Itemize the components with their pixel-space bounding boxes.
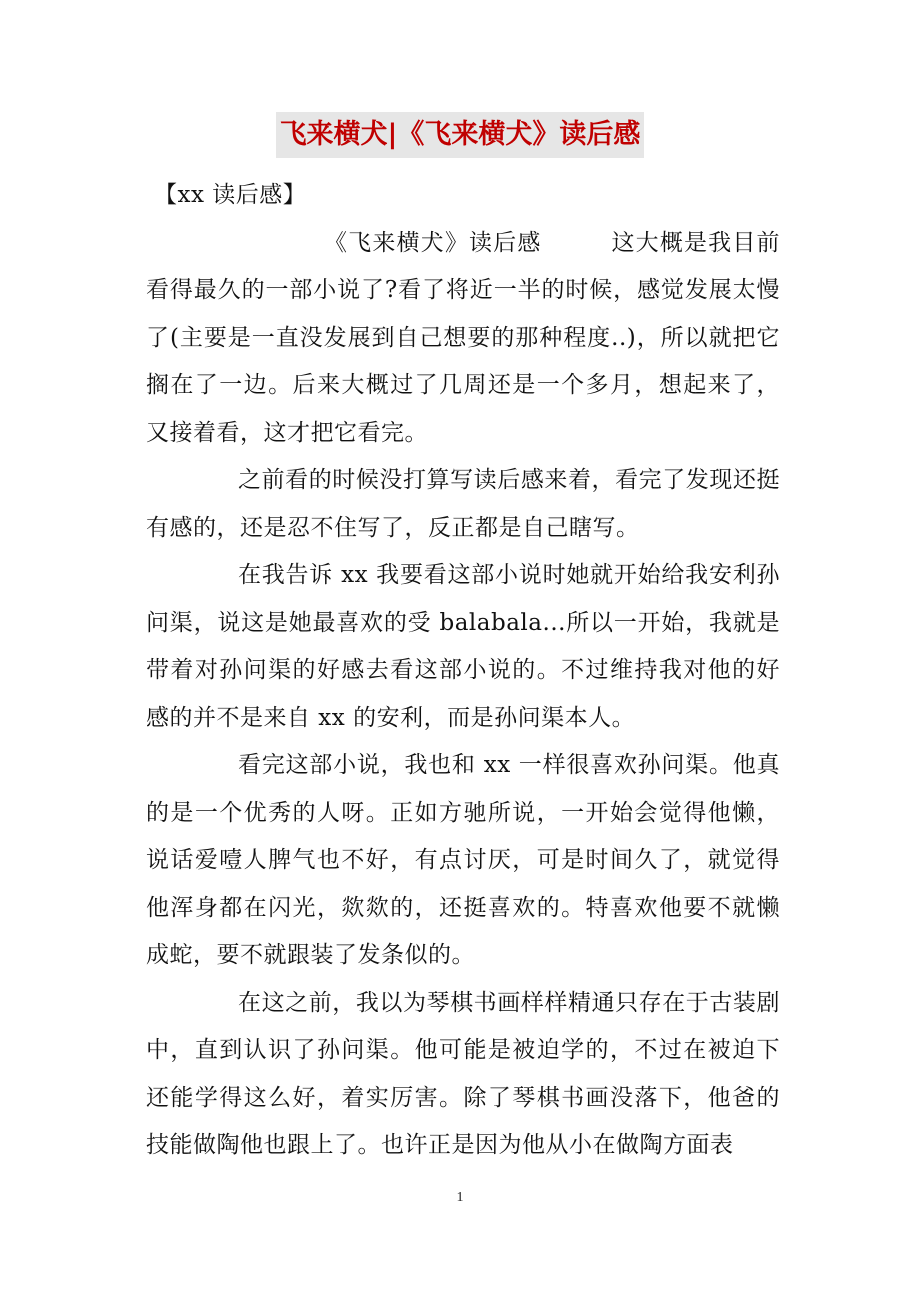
paragraph-1-text: 这大概是我目前看得最久的一部小说了?看了将近一半的时候，感觉发展太慢了(主要是一直没发展到自己想要的那种程度..)，所以就把它搁在了一边。后来大概过了几周还是一个多月，想起来了，又接着看，这才把它看完。: [146, 229, 781, 446]
document-title: 飞来横犬|《飞来横犬》读后感: [276, 112, 645, 158]
title-container: [0, 112, 920, 158]
inline-subtitle: 《飞来横犬》读后感: [324, 229, 542, 256]
paragraph-2: 之前看的时候没打算写读后感来着，看完了发现还挺有感的，还是忍不住写了，反正都是自己瞎写。: [146, 467, 780, 541]
category-tag: 【xx 读后感】: [154, 182, 307, 208]
paragraph-4: 看完这部小说，我也和 xx 一样很喜欢孙问渠。他真的是一个优秀的人呀。正如方驰所说，一开始会觉得他懒，说话爱噎人脾气也不好，有点讨厌，可是时间久了，就觉得他浑身都在闪光，欻欻的，还挺喜欢的。特喜欢他要不就懒成蛇，要不就跟装了发条似的。: [146, 752, 780, 968]
page-number: 1: [456, 1190, 464, 1205]
paragraph-5: 在这之前，我以为琴棋书画样样精通只存在于古装剧中，直到认识了孙问渠。他可能是被迫学的，不过在被迫下还能学得这么好，着实厉害。除了琴棋书画没落下，他爸的技能做陶他也跟上了。也许正是因为他从小在做陶方面表: [146, 989, 780, 1158]
paragraph-1: [146, 220, 780, 458]
paragraph-3: 在我告诉 xx 我要看这部小说时她就开始给我安利孙问渠，说这是她最喜欢的受 balabala...所以一开始，我就是带着对孙问渠的好感去看这部小说的。不过维持我对他的好感的并不是来自 xx 的安利，而是孙问渠本人。: [146, 562, 780, 731]
document-body: [146, 172, 780, 1170]
